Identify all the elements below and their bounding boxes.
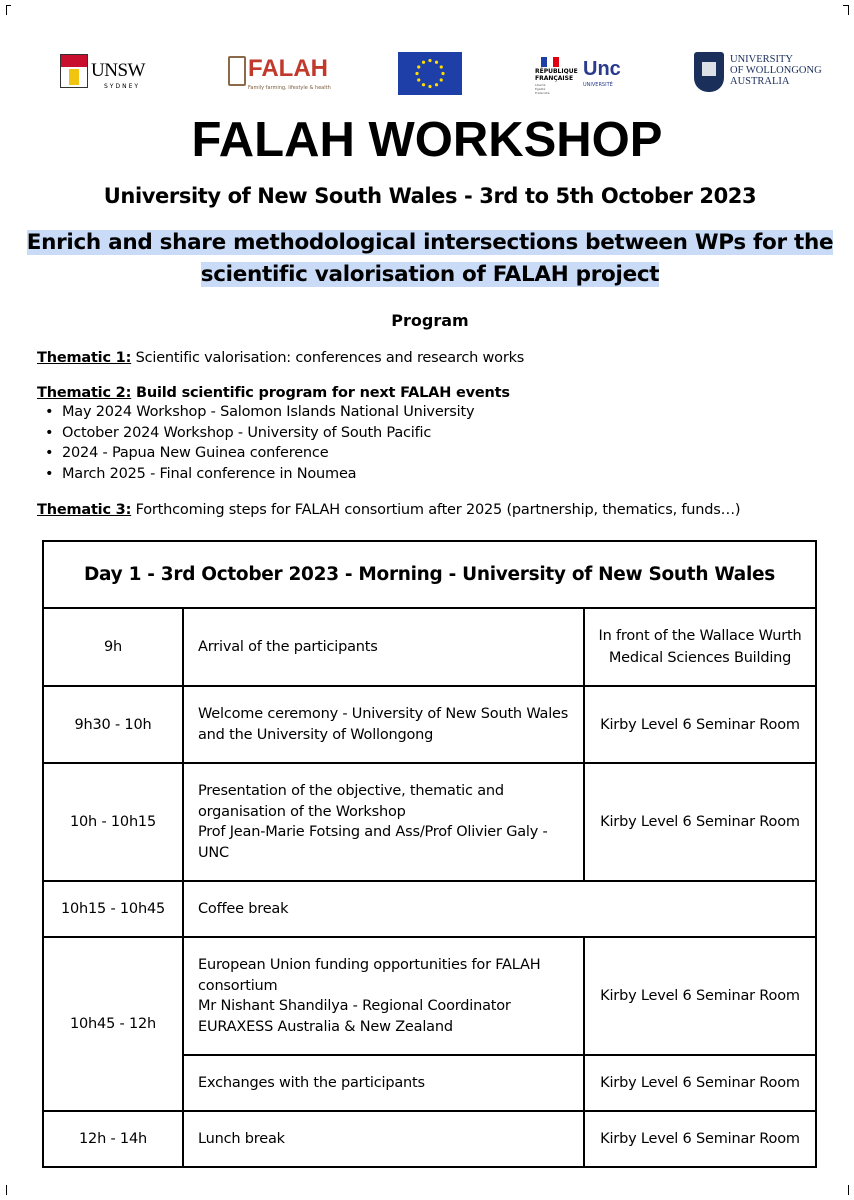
crop-mark (6, 5, 7, 15)
falah-mark-icon (228, 56, 246, 86)
uow-logo-text: UNIVERSITY OF WOLLONGONG AUSTRALIA (730, 54, 822, 87)
unsw-logo-sub: SYDNEY (104, 83, 141, 90)
unc-logo-sub: UNIVERSITÉ (583, 82, 613, 88)
page-subtitle: University of New South Wales - 3rd to 5th October 2023 (103, 184, 757, 208)
eu-star-icon (422, 83, 425, 86)
location-cell: Kirby Level 6 Seminar Room (584, 1111, 816, 1167)
time-cell: 10h45 - 12h (43, 937, 183, 1111)
falah-logo-tagline: Family farming, lifestyle & health (248, 85, 331, 91)
republique-francaise-unc-logo (533, 52, 627, 96)
table-row (43, 937, 816, 1055)
thematic-2-list (38, 404, 474, 486)
rf-label: RÉPUBLIQUE FRANÇAISE (535, 68, 578, 82)
program-heading: Program (391, 311, 469, 330)
table-row (43, 608, 816, 686)
table-row (43, 881, 816, 937)
thematic-3 (37, 502, 740, 518)
time-cell: 9h30 - 10h (43, 686, 183, 763)
crop-mark (6, 1185, 7, 1195)
rf-motto: Liberté Égalité Fraternité (535, 83, 550, 95)
time-cell: 9h (43, 608, 183, 686)
location-cell: Kirby Level 6 Seminar Room (584, 686, 816, 763)
eu-star-icon (440, 65, 443, 68)
highlighted-heading: Enrich and share methodological intersections between WPs for the scientific valorisation of FALAH project (26, 230, 834, 287)
thematic-2 (37, 385, 510, 401)
falah-logo (226, 52, 356, 96)
french-flag-icon (541, 57, 559, 67)
thematic-text: Scientific valorisation: conferences and research works (131, 350, 525, 366)
activity-cell: Lunch break (183, 1111, 584, 1167)
eu-star-icon (428, 85, 431, 88)
time-cell: 10h - 10h15 (43, 763, 183, 881)
page-title: FALAH WORKSHOP (191, 113, 663, 167)
time-cell: 12h - 14h (43, 1111, 183, 1167)
unc-logo-name: Unc (583, 58, 621, 80)
list-item: • May 2024 Workshop - Salomon Islands National University (38, 404, 474, 425)
unsw-crest-icon (60, 54, 88, 88)
table-row (43, 686, 816, 763)
crop-mark (848, 1185, 849, 1195)
schedule-table (42, 540, 817, 1168)
activity-cell: Presentation of the objective, thematic and organisation of the Workshop Prof Jean-Marie Fotsing and Ass/Prof Olivier Galy - UNC (183, 763, 584, 881)
location-cell: Kirby Level 6 Seminar Room (584, 1055, 816, 1111)
list-item: • March 2025 - Final conference in Noumea (38, 466, 474, 487)
eu-star-icon (435, 83, 438, 86)
table-row (43, 1111, 816, 1167)
thematic-text: Forthcoming steps for FALAH consortium after 2025 (partnership, thematics, funds…) (131, 502, 741, 518)
list-item: • October 2024 Workshop - University of South Pacific (38, 425, 474, 446)
activity-cell: Welcome ceremony - University of New South Wales and the University of Wollongong (183, 686, 584, 763)
eu-star-icon (428, 59, 431, 62)
crop-mark (843, 5, 848, 6)
table-row (43, 763, 816, 881)
uow-logo (694, 52, 824, 96)
location-cell: In front of the Wallace Wurth Medical Sciences Building (584, 608, 816, 686)
list-item: • 2024 - Papua New Guinea conference (38, 445, 474, 466)
crop-mark (6, 5, 11, 6)
unsw-logo-name: UNSW (91, 60, 145, 81)
location-cell: Kirby Level 6 Seminar Room (584, 763, 816, 881)
activity-cell: Coffee break (183, 881, 816, 937)
eu-star-icon (415, 72, 418, 75)
eu-star-icon (440, 78, 443, 81)
activity-cell: European Union funding opportunities for FALAH consortium Mr Nishant Shandilya - Regional Coordinator EURAXESS Australia & New Zealand (183, 937, 584, 1055)
eu-star-icon (435, 61, 438, 64)
thematic-1 (37, 350, 524, 366)
falah-logo-name: FALAH (248, 55, 328, 82)
eu-star-icon (417, 65, 420, 68)
eu-star-icon (417, 78, 420, 81)
time-cell: 10h15 - 10h45 (43, 881, 183, 937)
activity-cell: Arrival of the participants (183, 608, 584, 686)
activity-cell: Exchanges with the participants (183, 1055, 584, 1111)
thematic-label: Thematic 3: (37, 502, 132, 518)
thematic-text: Build scientific program for next FALAH events (131, 385, 510, 401)
eu-star-icon (441, 72, 444, 75)
location-cell: Kirby Level 6 Seminar Room (584, 937, 816, 1055)
eu-star-icon (422, 61, 425, 64)
eu-flag-icon (398, 52, 462, 95)
schedule-heading: Day 1 - 3rd October 2023 - Morning - University of New South Wales (43, 541, 816, 608)
thematic-label: Thematic 2: (37, 385, 132, 401)
crop-mark (848, 5, 849, 15)
thematic-label: Thematic 1: (37, 350, 132, 366)
unsw-logo (60, 52, 152, 96)
uow-shield-icon (694, 52, 724, 92)
